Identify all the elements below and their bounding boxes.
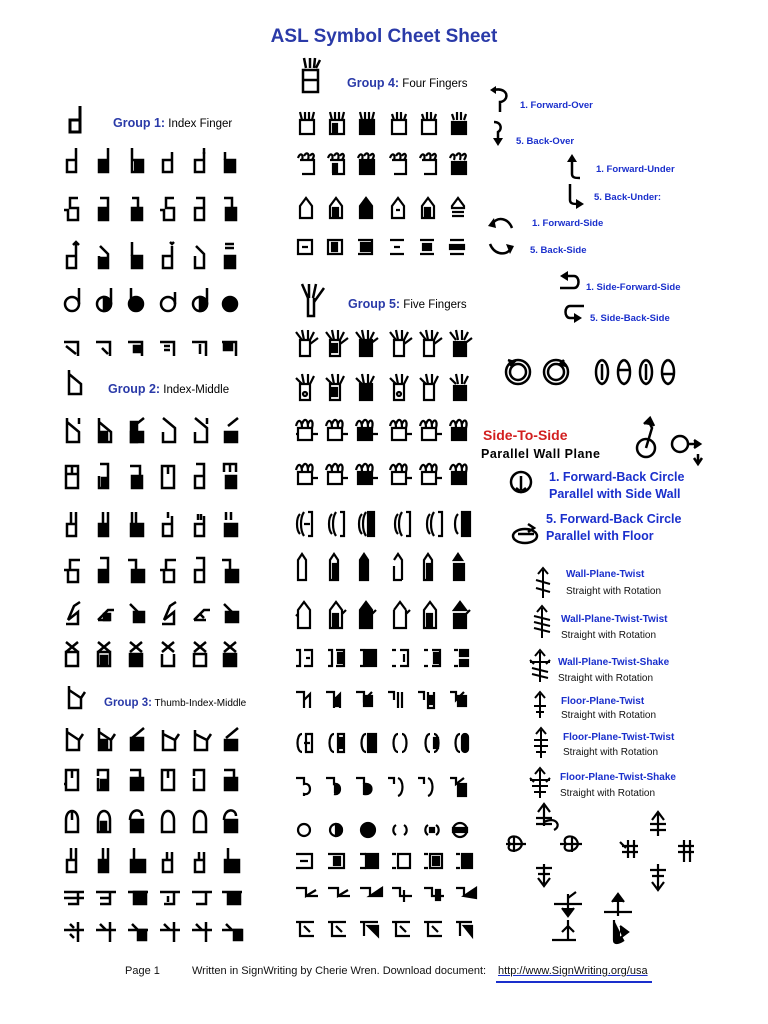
compound-movement-symbol-left <box>504 804 584 886</box>
back-over-arrow-icon <box>488 122 510 148</box>
group-4-symbol-grid <box>298 112 478 262</box>
forward-side-arrow-icon <box>488 214 514 234</box>
page-number: Page 1 <box>125 965 160 977</box>
thumb-index-middle-handshape-icon <box>66 686 86 710</box>
twist-sub-6: Straight with Rotation <box>560 788 656 799</box>
wall-plane-twist-shake-icon <box>528 650 552 684</box>
index-middle-handshape-icon <box>66 370 84 396</box>
circular-movement-symbols <box>502 354 682 390</box>
twist-sub-1: Straight with Rotation <box>566 586 662 597</box>
movement-label-back-under: 5. Back-Under: <box>594 192 662 203</box>
movement-label-back-over: 5. Back-Over <box>516 136 575 147</box>
back-side-arrow-icon <box>488 240 516 260</box>
side-forward-side-arrow-icon <box>558 272 582 294</box>
circle-wall-description: 1. Forward-Back Circle Parallel with Side Wall <box>549 470 685 501</box>
twist-title-1: Wall-Plane-Twist <box>566 569 645 580</box>
side-to-side-subtitle: Parallel Wall Plane <box>481 447 601 461</box>
movement-label-forward-over: 1. Forward-Over <box>520 100 593 111</box>
movement-label-side-back-side: 5. Side-Back-Side <box>590 313 670 324</box>
movement-label-back-side: 5. Back-Side <box>530 245 587 256</box>
side-to-side-title: Side-To-Side <box>483 427 568 443</box>
twist-title-5: Floor-Plane-Twist-Twist <box>563 732 675 743</box>
back-under-arrow-icon <box>564 184 588 212</box>
four-fingers-handshape-icon <box>300 58 322 94</box>
movement-label-forward-under: 1. Forward-Under <box>596 164 675 175</box>
forward-back-circle-wall-icon <box>508 468 534 496</box>
group-1-label: Group 1: Index Finger <box>113 116 233 130</box>
twist-title-6: Floor-Plane-Twist-Shake <box>560 772 676 783</box>
signwriting-download-link[interactable]: http://www.SignWriting.org/usa <box>498 965 648 977</box>
side-back-side-arrow-icon <box>562 302 586 324</box>
twist-title-3: Wall-Plane-Twist-Shake <box>558 657 670 668</box>
footer-credit: Written in SignWriting by Cherie Wren. Download document: <box>192 965 487 977</box>
footer-link-underline <box>496 981 652 983</box>
group-5-symbol-grid <box>296 330 486 940</box>
twist-title-4: Floor-Plane-Twist <box>561 696 645 707</box>
circle-floor-description: 5. Forward-Back Circle Parallel with Floor <box>546 512 682 543</box>
group-3-label: Group 3: Thumb-Index-Middle <box>104 697 247 709</box>
movement-label-side-forward-side: 1. Side-Forward-Side <box>586 282 681 293</box>
group-4-label: Group 4: Four Fingers <box>347 76 468 90</box>
five-fingers-handshape-icon <box>300 284 326 318</box>
twist-sub-2: Straight with Rotation <box>561 630 657 641</box>
forward-over-arrow-icon <box>488 88 512 114</box>
group-3-symbol-grid <box>64 728 244 943</box>
compound-movement-symbol-right <box>618 812 698 890</box>
group-2-label: Group 2: Index-Middle <box>108 382 230 396</box>
wall-plane-twist-icon <box>532 568 554 600</box>
forward-back-circle-floor-icon <box>510 520 540 546</box>
side-to-side-symbols <box>632 418 712 464</box>
group-5-label: Group 5: Five Fingers <box>348 297 467 311</box>
twist-sub-5: Straight with Rotation <box>563 747 659 758</box>
floor-plane-twist-twist-icon <box>530 726 552 760</box>
floor-plane-twist-icon <box>530 690 550 720</box>
twist-sub-4: Straight with Rotation <box>561 710 657 721</box>
twist-sub-3: Straight with Rotation <box>558 673 654 684</box>
wall-plane-twist-twist-icon <box>530 606 554 640</box>
floor-plane-twist-shake-icon <box>528 766 552 800</box>
group-2-symbol-grid <box>64 418 244 668</box>
group-1-symbol-grid <box>64 148 244 358</box>
index-finger-handshape-icon <box>68 106 84 134</box>
forward-under-arrow-icon <box>562 154 584 182</box>
page-title: ASL Symbol Cheet Sheet <box>270 26 498 47</box>
movement-label-forward-side: 1. Forward-Side <box>532 218 604 229</box>
twist-title-2: Wall-Plane-Twist-Twist <box>561 614 668 625</box>
compound-movement-symbol-bottom <box>546 890 642 946</box>
